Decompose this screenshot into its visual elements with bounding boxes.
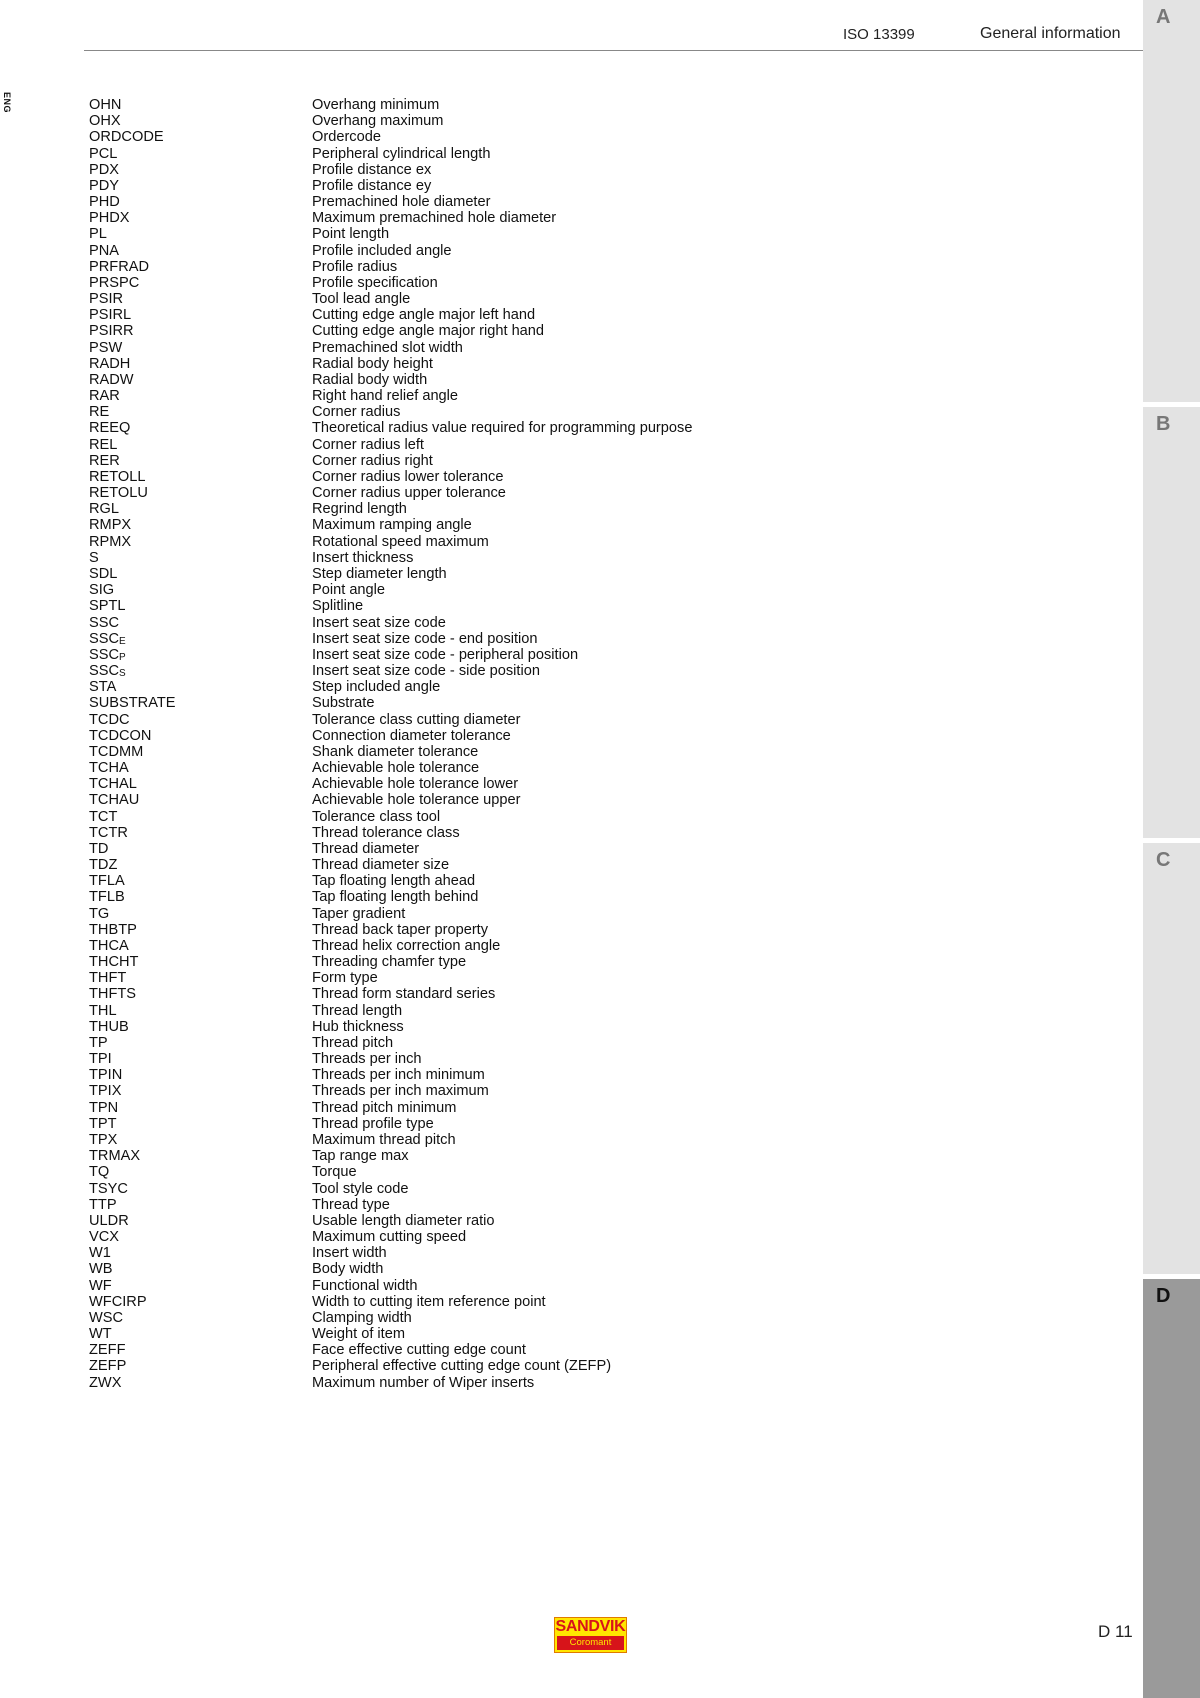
tab-a[interactable]: A: [1143, 0, 1200, 402]
abbreviation-code: [89, 841, 108, 857]
abbreviation-description: Tolerance class tool: [312, 808, 441, 825]
code-text: THCHT: [89, 954, 139, 971]
tab-c[interactable]: C: [1143, 843, 1200, 1274]
abbreviation-description: Taper gradient: [312, 905, 406, 922]
abbreviation-code: [89, 1375, 121, 1391]
abbreviation-code: [89, 340, 122, 356]
abbreviation-description: Tap floating length ahead: [312, 873, 476, 890]
abbreviation-code: [89, 162, 119, 178]
abbreviation-code: [89, 291, 123, 307]
code-text: THFTS: [89, 986, 137, 1003]
code-text: PSIRL: [89, 307, 132, 324]
abbreviation-description: Usable length diameter ratio: [312, 1212, 495, 1229]
abbreviation-description: Corner radius lower tolerance: [312, 468, 504, 485]
abbreviation-description: Threads per inch minimum: [312, 1067, 485, 1084]
abbreviation-code: [89, 598, 126, 614]
abbreviation-code: [89, 1310, 123, 1326]
abbreviation-code: [89, 534, 131, 550]
logo-top-text: SANDVIK: [555, 1618, 626, 1635]
code-text: PRSPC: [89, 274, 140, 291]
abbreviation-code: [89, 1132, 117, 1148]
code-text: TCT: [89, 808, 118, 825]
code-text: TFLA: [89, 873, 125, 890]
abbreviation-code: [89, 259, 149, 275]
abbreviation-code: [89, 582, 114, 598]
code-text: SSC: [89, 663, 120, 680]
abbreviation-code: [89, 97, 121, 113]
code-text: TCHAL: [89, 776, 137, 793]
abbreviation-description: Radial body height: [312, 355, 433, 372]
abbreviation-description: Premachined hole diameter: [312, 194, 491, 211]
abbreviation-description: Clamping width: [312, 1309, 412, 1326]
abbreviation-code: [89, 1278, 112, 1294]
abbreviation-description: Cutting edge angle major left hand: [312, 307, 536, 324]
abbreviation-code: [89, 1326, 112, 1342]
code-text: TG: [89, 905, 110, 922]
abbreviation-description: Achievable hole tolerance lower: [312, 776, 519, 793]
code-text: RADW: [89, 371, 134, 388]
code-subscript: P: [119, 651, 126, 663]
abbreviation-description: Profile distance ex: [312, 161, 432, 178]
abbreviation-code: [89, 825, 128, 841]
header-divider: [84, 50, 1146, 51]
abbreviation-description: Tool lead angle: [312, 291, 411, 308]
page-number: D 11: [1098, 1622, 1133, 1641]
code-text: THL: [89, 1002, 117, 1019]
code-text: RADH: [89, 355, 131, 372]
code-text: TPN: [89, 1099, 119, 1116]
code-text: THCA: [89, 937, 129, 954]
abbreviation-description: Point length: [312, 226, 390, 243]
code-text: REEQ: [89, 420, 131, 437]
abbreviation-code: [89, 728, 151, 744]
abbreviation-description: Face effective cutting edge count: [312, 1342, 526, 1359]
abbreviation-code: [89, 113, 121, 129]
abbreviation-description: Point angle: [312, 582, 386, 599]
abbreviation-code: [89, 404, 109, 420]
abbreviation-description: Step diameter length: [312, 565, 447, 582]
abbreviation-description: Profile distance ey: [312, 177, 432, 194]
abbreviation-description: Thread type: [312, 1196, 390, 1213]
abbreviation-code: [89, 1294, 147, 1310]
code-text: RGL: [89, 501, 120, 518]
code-text: TP: [89, 1034, 108, 1051]
code-text: PSIR: [89, 291, 124, 308]
code-text: TCHAU: [89, 792, 140, 809]
abbreviation-description: Overhang minimum: [312, 97, 440, 113]
code-text: RETOLU: [89, 485, 148, 502]
code-text: SDL: [89, 565, 118, 582]
abbreviation-description: Threading chamfer type: [312, 954, 467, 971]
abbreviation-description: Corner radius upper tolerance: [312, 485, 506, 502]
tab-b[interactable]: B: [1143, 407, 1200, 838]
abbreviation-code: [89, 307, 131, 323]
abbreviation-code: [89, 1067, 122, 1083]
abbreviation-description: Achievable hole tolerance upper: [312, 792, 521, 809]
code-text: TPI: [89, 1051, 112, 1068]
code-text: TPIX: [89, 1083, 122, 1100]
code-text: PL: [89, 226, 107, 243]
abbreviation-code: [89, 760, 129, 776]
abbreviation-description: Connection diameter tolerance: [312, 727, 511, 744]
code-text: SPTL: [89, 598, 126, 615]
code-text: SUBSTRATE: [89, 695, 176, 712]
abbreviation-code: [89, 356, 130, 372]
abbreviation-description: Rotational speed maximum: [312, 533, 489, 550]
code-text: SSC: [89, 614, 120, 631]
code-text: STA: [89, 679, 117, 696]
abbreviation-code: [89, 469, 146, 485]
code-text: ZWX: [89, 1374, 122, 1391]
abbreviation-description: Shank diameter tolerance: [312, 743, 479, 760]
abbreviation-code: [89, 243, 119, 259]
abbreviation-code: [89, 1181, 128, 1197]
code-text: TD: [89, 840, 109, 857]
code-text: ORDCODE: [89, 129, 164, 146]
code-text: PDX: [89, 161, 120, 178]
abbreviation-description: Substrate: [312, 695, 375, 712]
abbreviation-code: [89, 970, 126, 986]
code-text: TFLB: [89, 889, 125, 906]
abbreviation-code: [89, 792, 139, 808]
abbreviation-description: Width to cutting item reference point: [312, 1293, 546, 1310]
abbreviation-description: Maximum number of Wiper inserts: [312, 1374, 535, 1391]
abbreviation-description: Profile radius: [312, 258, 398, 275]
abbreviation-description: Radial body width: [312, 371, 428, 388]
abbreviation-description: Insert width: [312, 1245, 387, 1262]
abbreviation-description: Maximum thread pitch: [312, 1132, 456, 1148]
abbreviation-description: Ordercode: [312, 129, 381, 146]
code-text: RMPX: [89, 517, 132, 534]
abbreviation-description: Theoretical radius value required for programming purpose: [312, 420, 693, 437]
code-text: PHD: [89, 194, 120, 211]
abbreviation-description: Thread diameter: [312, 840, 420, 857]
abbreviation-description: Thread pitch minimum: [312, 1099, 457, 1116]
code-text: SSC: [89, 630, 120, 647]
abbreviation-code: [89, 420, 130, 436]
code-text: ULDR: [89, 1212, 129, 1229]
abbreviation-description: Hub thickness: [312, 1018, 404, 1035]
abbreviation-description: Cutting edge angle major right hand: [312, 323, 545, 340]
code-text: THUB: [89, 1018, 129, 1035]
abbreviation-description: Regrind length: [312, 501, 407, 518]
abbreviation-description: Maximum premachined hole diameter: [312, 210, 557, 227]
tab-d[interactable]: D: [1143, 1279, 1200, 1698]
abbreviation-description: Peripheral effective cutting edge count (ZEFP): [312, 1358, 612, 1375]
code-text: TRMAX: [89, 1148, 141, 1165]
abbreviation-description: Thread length: [312, 1002, 403, 1019]
code-text: TSYC: [89, 1180, 128, 1197]
abbreviation-code: [89, 712, 130, 728]
code-text: THFT: [89, 970, 127, 987]
abbreviation-code: [89, 873, 125, 889]
code-text: PNA: [89, 242, 120, 259]
abbreviation-code: [89, 954, 138, 970]
abbreviation-description: Form type: [312, 970, 378, 987]
abbreviation-description: Insert seat size code - side position: [312, 663, 540, 680]
abbreviation-description: Right hand relief angle: [312, 388, 459, 405]
code-subscript: S: [119, 668, 126, 680]
code-text: TPT: [89, 1115, 117, 1132]
abbreviation-description: Tool style code: [312, 1180, 409, 1197]
abbreviation-code: [89, 550, 99, 566]
header-section: General information: [980, 25, 1121, 42]
abbreviation-description: Insert thickness: [312, 549, 414, 566]
code-text: PRFRAD: [89, 258, 149, 275]
header-standard: ISO 13399: [843, 26, 915, 43]
code-text: PDY: [89, 177, 120, 194]
abbreviation-code: [89, 1245, 111, 1261]
abbreviation-code: [89, 744, 143, 760]
abbreviation-code: [89, 1164, 109, 1180]
abbreviation-code: [89, 194, 120, 210]
abbreviation-description: Thread profile type: [312, 1115, 434, 1132]
code-text: TCDCON: [89, 727, 152, 744]
abbreviation-code: [89, 809, 117, 825]
abbreviation-code: [89, 1213, 129, 1229]
abbreviation-code: [89, 1100, 118, 1116]
abbreviation-code: [89, 275, 139, 291]
abbreviation-description: Profile specification: [312, 274, 438, 291]
code-text: REL: [89, 436, 118, 453]
abbreviation-code: [89, 566, 117, 582]
abbreviation-code: [89, 1358, 126, 1374]
abbreviation-description: Weight of item: [312, 1326, 406, 1343]
abbreviation-code: [89, 517, 131, 533]
abbreviation-code: [89, 1051, 112, 1067]
abbreviation-code: [89, 938, 129, 954]
abbreviation-code: [89, 501, 119, 517]
abbreviation-description: Threads per inch maximum: [312, 1083, 489, 1100]
code-text: TPIN: [89, 1067, 123, 1084]
abbreviation-description: Thread pitch: [312, 1034, 394, 1051]
code-text: WFCIRP: [89, 1293, 147, 1310]
code-text: WF: [89, 1277, 112, 1294]
code-text: S: [89, 549, 99, 566]
abbreviation-description: Functional width: [312, 1277, 418, 1294]
abbreviation-code: [89, 372, 134, 388]
code-text: RETOLL: [89, 468, 146, 485]
code-text: ZEFF: [89, 1342, 126, 1359]
abbreviation-description: Profile included angle: [312, 242, 452, 259]
abbreviation-code: [89, 1229, 119, 1245]
abbreviation-code: [89, 226, 107, 242]
code-text: RER: [89, 452, 120, 469]
abbreviation-description: Splitline: [312, 598, 364, 615]
abbreviation-code: [89, 1342, 125, 1358]
abbreviation-description: Maximum cutting speed: [312, 1229, 467, 1246]
abbreviation-description: Maximum ramping angle: [312, 517, 472, 534]
abbreviation-code: [89, 695, 176, 711]
abbreviation-description: Thread diameter size: [312, 857, 450, 874]
abbreviation-code: [89, 1083, 121, 1099]
abbreviation-code: [89, 210, 130, 226]
code-text: PHDX: [89, 210, 130, 227]
code-text: TCHA: [89, 760, 129, 777]
abbreviation-description: Thread back taper property: [312, 921, 489, 938]
abbreviation-code: [89, 776, 137, 792]
code-text: TQ: [89, 1164, 110, 1181]
code-text: TCDMM: [89, 743, 144, 760]
abbreviation-description: Thread form standard series: [312, 986, 496, 1003]
abbreviation-code: [89, 1116, 117, 1132]
abbreviation-description: Thread helix correction angle: [312, 937, 501, 954]
code-text: RE: [89, 404, 110, 421]
abbreviation-description: Threads per inch: [312, 1051, 422, 1068]
abbreviation-code: [89, 1148, 140, 1164]
code-text: TDZ: [89, 857, 118, 874]
abbreviation-code: [89, 485, 148, 501]
abbreviation-code: [89, 906, 109, 922]
code-text: WSC: [89, 1309, 124, 1326]
code-text: THBTP: [89, 921, 137, 938]
abbreviation-code: [89, 679, 116, 695]
abbreviation-description: Tolerance class cutting diameter: [312, 711, 521, 728]
code-text: OHN: [89, 97, 122, 113]
abbreviation-description: Corner radius left: [312, 436, 424, 453]
code-subscript: E: [119, 635, 126, 647]
abbreviation-description: Tap floating length behind: [312, 889, 479, 906]
abbreviation-code: [89, 1019, 129, 1035]
abbreviation-code: [89, 922, 137, 938]
abbreviation-description: Overhang maximum: [312, 113, 444, 130]
abbreviation-code: [89, 453, 120, 469]
code-text: W1: [89, 1245, 111, 1262]
code-text: PCL: [89, 145, 118, 162]
sandvik-coromant-logo: [554, 1617, 627, 1653]
abbreviation-description: Step included angle: [312, 679, 441, 696]
code-text: PSW: [89, 339, 123, 356]
code-text: WB: [89, 1261, 113, 1278]
abbreviation-code: [89, 889, 125, 905]
abbreviation-code: [89, 857, 117, 873]
abbreviation-description: Torque: [312, 1164, 357, 1181]
code-text: RPMX: [89, 533, 132, 550]
abbreviation-code: [89, 323, 134, 339]
code-text: TCDC: [89, 711, 130, 728]
abbreviation-code: [89, 1035, 108, 1051]
logo-bottom-text: Coromant: [557, 1636, 624, 1650]
abbreviation-code: [89, 388, 120, 404]
abbreviation-code: [89, 437, 117, 453]
abbreviation-code: [89, 129, 164, 145]
code-text: VCX: [89, 1229, 120, 1246]
abbreviation-description: Thread tolerance class: [312, 824, 460, 841]
abbreviation-description: Peripheral cylindrical length: [312, 145, 491, 162]
code-text: WT: [89, 1326, 112, 1343]
abbreviation-description: Corner radius: [312, 404, 401, 421]
abbreviation-description: Corner radius right: [312, 452, 433, 469]
abbreviation-code: [89, 1003, 117, 1019]
abbreviation-code: [89, 1197, 117, 1213]
code-text: RAR: [89, 388, 120, 405]
abbreviation-code: [89, 178, 119, 194]
abbreviation-code: [89, 615, 119, 631]
abbreviation-description: Insert seat size code - peripheral position: [312, 646, 579, 663]
code-text: TCTR: [89, 824, 128, 841]
abbreviation-code: [89, 1261, 113, 1277]
code-text: SSC: [89, 646, 120, 663]
code-text: ZEFP: [89, 1358, 127, 1375]
code-text: TTP: [89, 1196, 117, 1213]
abbreviation-description: Insert seat size code - end position: [312, 630, 538, 647]
code-text: TPX: [89, 1132, 118, 1148]
abbreviation-code: [89, 986, 136, 1002]
abbreviation-code: [89, 146, 117, 162]
abbreviation-description: Body width: [312, 1261, 384, 1278]
code-text: SIG: [89, 582, 115, 599]
abbreviation-description: Premachined slot width: [312, 339, 463, 356]
language-label: ENG: [2, 92, 12, 114]
abbreviation-description: Tap range max: [312, 1148, 409, 1165]
abbreviation-description: Insert seat size code: [312, 614, 446, 631]
code-text: OHX: [89, 113, 121, 130]
code-text: PSIRR: [89, 323, 134, 340]
abbreviation-description: Achievable hole tolerance: [312, 760, 480, 777]
